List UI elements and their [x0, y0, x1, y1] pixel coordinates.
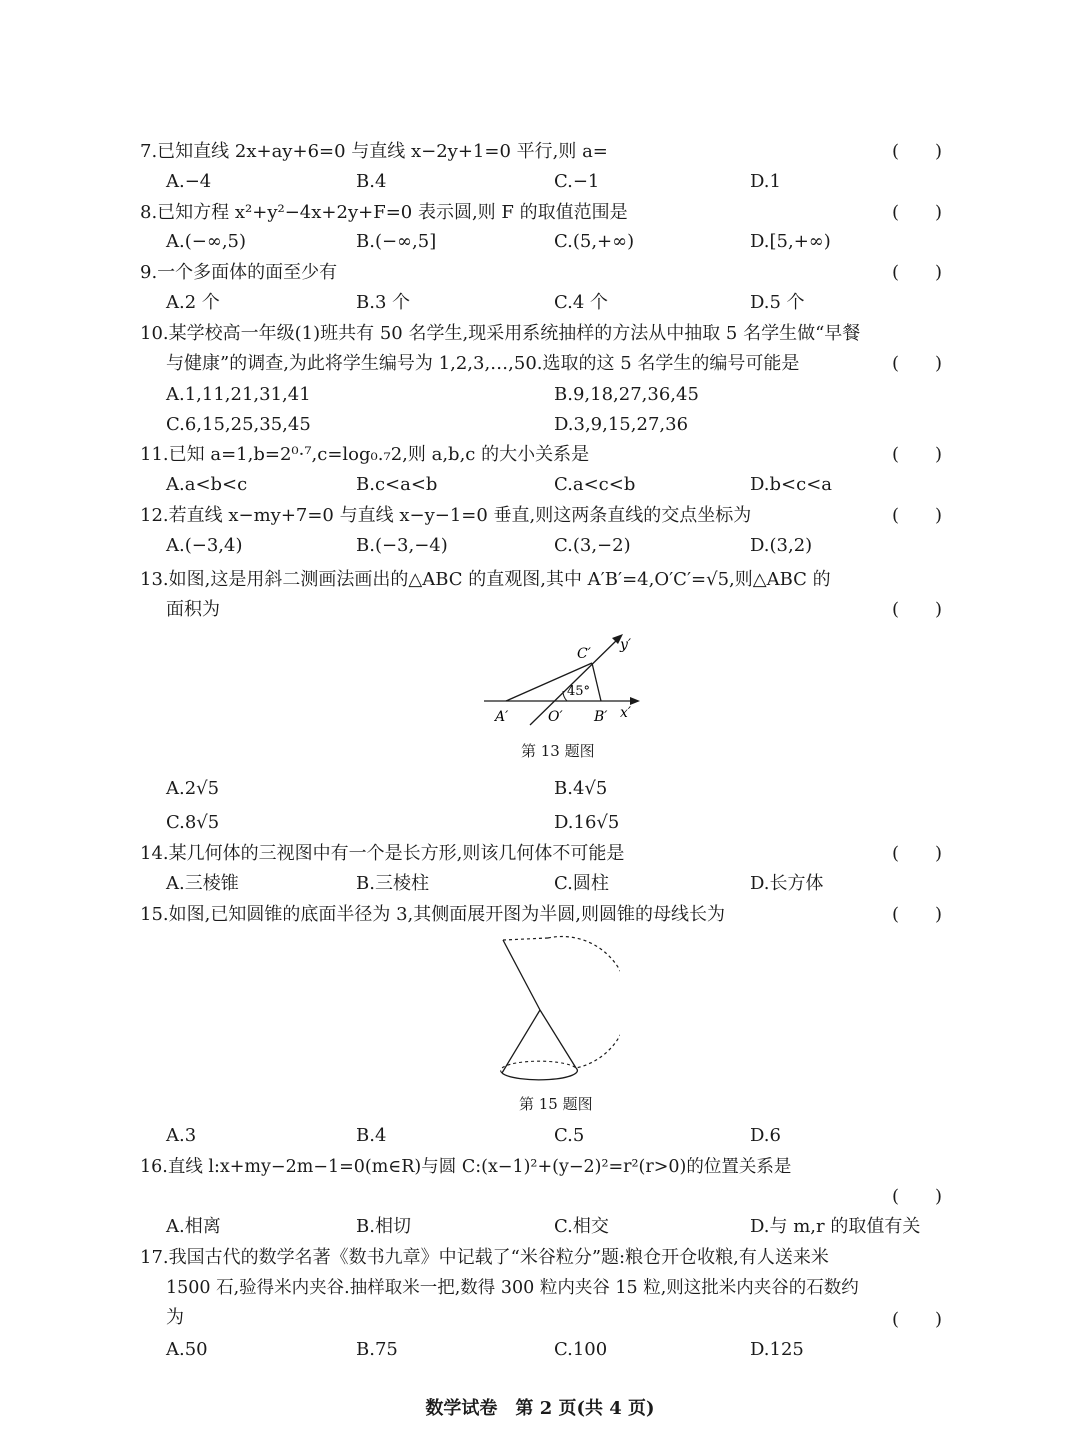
q15-stem: 15.如图,已知圆锥的底面半径为 3,其侧面展开图为半圆,则圆锥的母线长为	[140, 904, 725, 925]
q9-answer-paren: ( )	[891, 262, 942, 283]
q8-option-d: D.[5,+∞)	[750, 231, 831, 252]
q14-answer-paren: ( )	[891, 843, 942, 864]
q9-stem: 9.一个多面体的面至少有	[140, 262, 338, 283]
q14-option-b: B.三棱柱	[356, 873, 429, 894]
q13-answer-paren: ( )	[891, 599, 942, 620]
q12-option-d: D.(3,2)	[750, 535, 813, 556]
unfolded-radius	[503, 940, 540, 1010]
q9-option-b: B.3 个	[356, 292, 411, 313]
q12-option-a: A.(−3,4)	[166, 535, 243, 556]
q13-figure	[470, 625, 650, 730]
q16-option-a: A.相离	[166, 1216, 221, 1237]
q16-option-d: D.与 m,r 的取值有关	[750, 1216, 921, 1237]
q16-stem: 16.直线 l:x+my−2m−1=0(m∈R)与圆 C:(x−1)²+(y−2)²=r²(r>0)的位置关系是	[140, 1157, 792, 1177]
q14-option-d: D.长方体	[750, 873, 824, 894]
label-x: x′	[620, 705, 632, 721]
q13-option-b: B.4√5	[554, 778, 608, 799]
q12-answer-paren: ( )	[891, 505, 942, 526]
q8-option-c: C.(5,+∞)	[554, 231, 635, 252]
label-o: O′	[548, 709, 563, 725]
side-bc	[592, 663, 601, 701]
q7-option-c: C.−1	[554, 171, 600, 192]
cone-base-back	[501, 1061, 576, 1073]
q8-option-b: B.(−∞,5]	[356, 231, 437, 252]
q17-option-a: A.50	[166, 1339, 208, 1360]
q17-option-d: D.125	[750, 1339, 804, 1360]
q15-option-b: B.4	[356, 1125, 387, 1146]
q17-stem-line1: 17.我国古代的数学名著《数书九章》中记载了“米谷粒分”题:粮仓开仓收粮,有人送来米	[140, 1247, 829, 1268]
q15-option-c: C.5	[554, 1125, 585, 1146]
q13-figure-caption: 第 13 题图	[521, 742, 595, 760]
cone-right-edge	[540, 1010, 576, 1068]
q10-option-a: A.1,11,21,31,41	[166, 384, 311, 405]
q10-stem-line1: 10.某学校高一年级(1)班共有 50 名学生,现采用系统抽样的方法从中抽取 5 名学生做“早餐	[140, 323, 861, 344]
q11-option-d: D.b<c<a	[750, 474, 833, 495]
q11-option-b: B.c<a<b	[356, 474, 438, 495]
q11-stem: 11.已知 a=1,b=2⁰·⁷,c=log₀.₇2,则 a,b,c 的大小关系是	[140, 444, 590, 465]
q15-figure	[490, 928, 620, 1088]
q13-stem-line1: 13.如图,这是用斜二测画法画出的△ABC 的直观图,其中 A′B′=4,O′C′=√5,则△ABC 的	[140, 569, 831, 590]
q10-option-b: B.9,18,27,36,45	[554, 384, 699, 405]
label-y: y′	[620, 637, 632, 653]
q14-option-c: C.圆柱	[554, 873, 609, 894]
label-angle: 45°	[567, 684, 591, 699]
q13-stem-line2: 面积为	[166, 599, 220, 620]
q16-answer-paren: ( )	[891, 1186, 942, 1207]
q17-stem-line2: 1500 石,验得米内夹谷.抽样取米一把,数得 300 粒内夹谷 15 粒,则这批米内夹谷的石数约	[166, 1278, 859, 1298]
label-c: C′	[577, 646, 591, 662]
q17-stem-line3: 为	[166, 1307, 184, 1328]
q11-option-c: C.a<c<b	[554, 474, 636, 495]
label-b: B′	[594, 709, 608, 725]
q15-figure-caption: 第 15 题图	[519, 1095, 593, 1113]
q12-stem: 12.若直线 x−my+7=0 与直线 x−y−1=0 垂直,则这两条直线的交点坐标为	[140, 505, 752, 526]
q10-stem-line2: 与健康”的调查,为此将学生编号为 1,2,3,…,50.选取的这 5 名学生的编号可能是	[166, 353, 800, 374]
label-a: A′	[495, 709, 509, 725]
q7-option-b: B.4	[356, 171, 387, 192]
q7-option-a: A.−4	[166, 171, 212, 192]
q17-answer-paren: ( )	[891, 1309, 942, 1330]
q12-option-b: B.(−3,−4)	[356, 535, 448, 556]
q9-option-d: D.5 个	[750, 292, 805, 313]
q10-option-d: D.3,9,15,27,36	[554, 414, 689, 435]
q10-answer-paren: ( )	[891, 353, 942, 374]
unfolded-arc	[548, 937, 620, 1068]
q16-option-b: B.相切	[356, 1216, 411, 1237]
x-axis-arrow	[630, 697, 640, 705]
q8-answer-paren: ( )	[891, 202, 942, 223]
q10-option-c: C.6,15,25,35,45	[166, 414, 311, 435]
q15-option-a: A.3	[166, 1125, 197, 1146]
q12-option-c: C.(3,−2)	[554, 535, 631, 556]
q13-option-d: D.16√5	[554, 812, 620, 833]
q17-option-c: C.100	[554, 1339, 608, 1360]
unfolded-arc-top	[503, 938, 548, 940]
q15-option-d: D.6	[750, 1125, 781, 1146]
q13-option-c: C.8√5	[166, 812, 220, 833]
q11-option-a: A.a<b<c	[166, 474, 248, 495]
cone-base-front	[502, 1068, 577, 1080]
q14-stem: 14.某几何体的三视图中有一个是长方形,则该几何体不可能是	[140, 843, 625, 864]
q14-option-a: A.三棱锥	[166, 873, 239, 894]
q8-option-a: A.(−∞,5)	[166, 231, 247, 252]
q17-option-b: B.75	[356, 1339, 398, 1360]
q7-stem: 7.已知直线 2x+ay+6=0 与直线 x−2y+1=0 平行,则 a=	[140, 141, 608, 162]
q8-stem: 8.已知方程 x²+y²−4x+2y+F=0 表示圆,则 F 的取值范围是	[140, 202, 628, 223]
q7-answer-paren: ( )	[891, 141, 942, 162]
q15-answer-paren: ( )	[891, 904, 942, 925]
q13-option-a: A.2√5	[166, 778, 220, 799]
q9-option-c: C.4 个	[554, 292, 609, 313]
cone-left-edge	[502, 1010, 540, 1073]
q16-option-c: C.相交	[554, 1216, 609, 1237]
q9-option-a: A.2 个	[166, 292, 220, 313]
page-footer: 数学试卷 第 2 页(共 4 页)	[425, 1398, 655, 1419]
q7-option-d: D.1	[750, 171, 781, 192]
q11-answer-paren: ( )	[891, 444, 942, 465]
